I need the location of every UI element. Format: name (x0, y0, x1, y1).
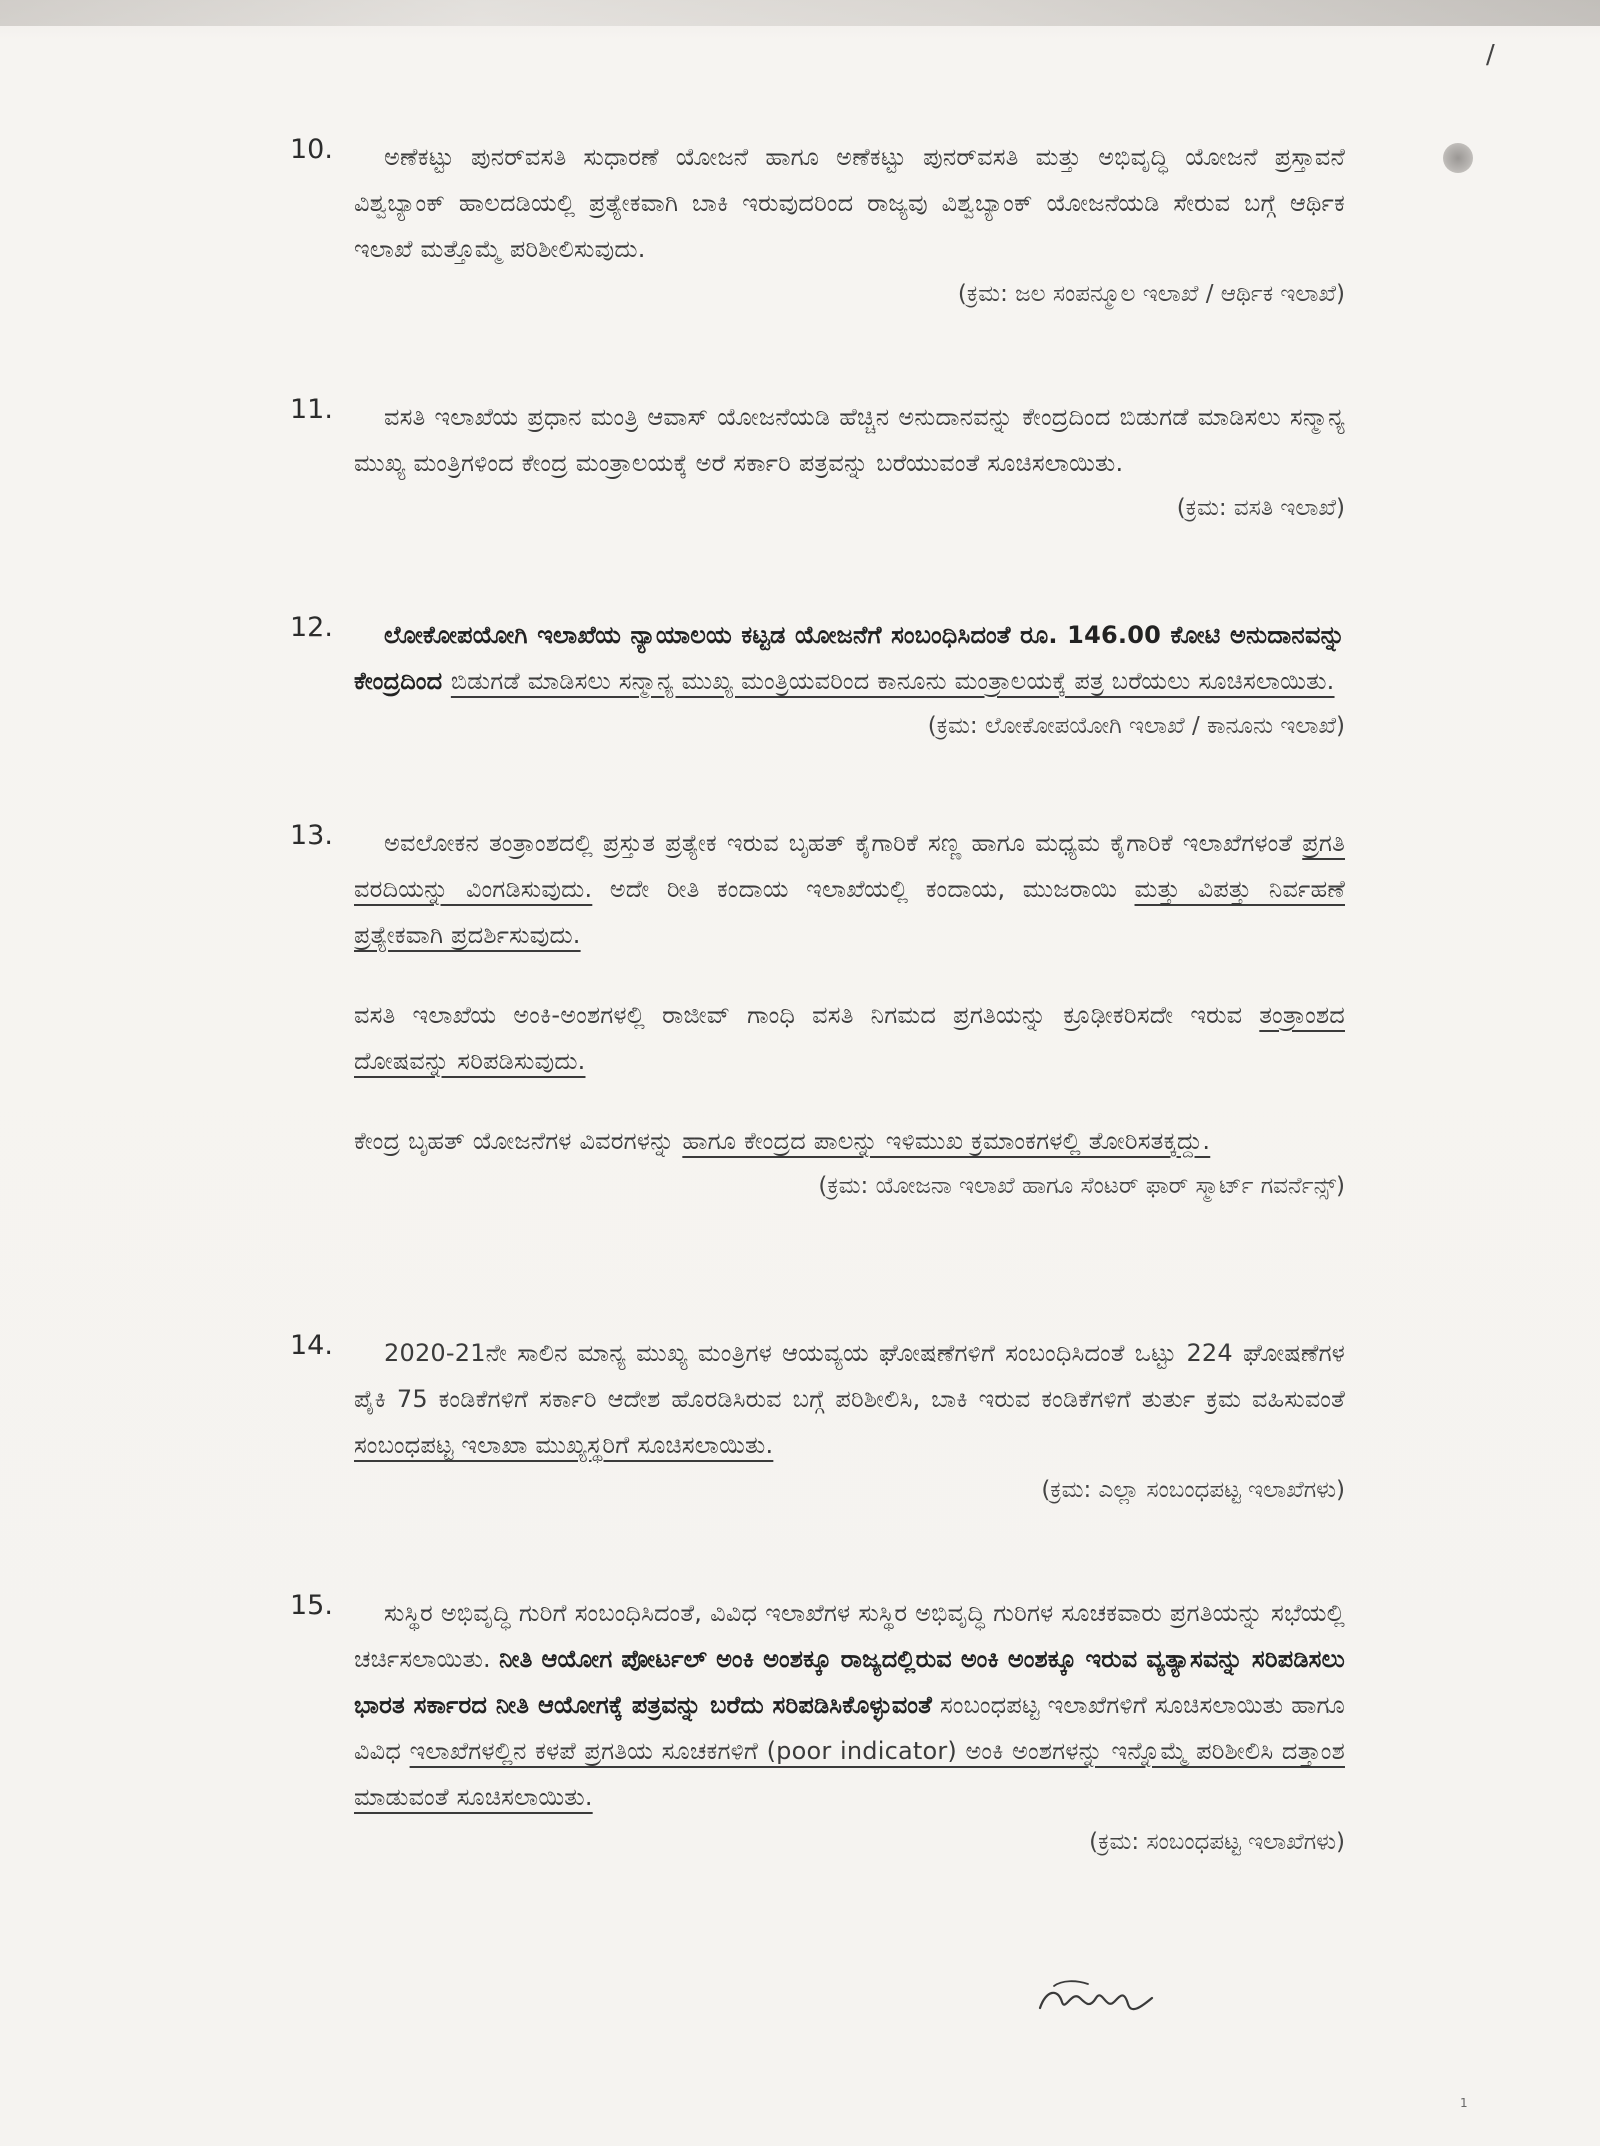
item-number: 12. (290, 612, 333, 643)
item-text-part: ವಸತಿ ಇಲಾಖೆಯ ಅಂಕಿ-ಅಂಶಗಳಲ್ಲಿ ರಾಜೀವ್ ಗಾಂಧಿ ವಸತಿ ನಿಗಮದ ಪ್ರಗತಿಯನ್ನು ಕ್ರೂಢೀಕರಿಸದೇ ಇರುವ (354, 1001, 1260, 1029)
scan-top-edge (0, 0, 1600, 26)
action-department: (ಕ್ರಮ: ಜಲ ಸಂಪನ್ಮೂಲ ಇಲಾಖೆ / ಆರ್ಥಿಕ ಇಲಾಖೆ) (957, 281, 1345, 307)
item-text-part: ಸಂಬಂಧಪಟ್ಟ ಇಲಾಖೆಗಳಿಗೆ ಸೂಚಿಸಲಾಯಿತು ಹಾಗೂ ವಿವಿಧ (354, 1691, 1345, 1765)
underlined-text: ತಂತ್ರಾಂಶದ ದೋಷವನ್ನು ಸರಿಪಡಿಸುವುದು. (354, 1001, 1345, 1075)
item-13 (290, 820, 1345, 1206)
underlined-text: ಸಂಬಂಧಪಟ್ಟ ಇಲಾಖಾ ಮುಖ್ಯಸ್ಥರಿಗೆ ಸೂಚಿಸಲಾಯಿತು. (354, 1431, 774, 1459)
page-number: 1 (1460, 2096, 1468, 2110)
item-text-part: ಅವಲೋಕನ ತಂತ್ರಾಂಶದಲ್ಲಿ ಪ್ರಸ್ತುತ ಪ್ರತ್ಯೇಕ ಇರುವ ಬೃಹತ್ ಕೈಗಾರಿಕೆ ಸಣ್ಣ ಹಾಗೂ ಮಧ್ಯಮ ಕೈಗಾರಿಕೆ ಇಲಾಖೆಗಳಂತೆ (384, 829, 1303, 857)
item-text: ವಸತಿ ಇಲಾಖೆಯ ಪ್ರಧಾನ ಮಂತ್ರಿ ಆವಾಸ್ ಯೋಜನೆಯಡಿ ಹೆಚ್ಚಿನ ಅನುದಾನವನ್ನು ಕೇಂದ್ರದಿಂದ ಬಿಡುಗಡೆ ಮಾಡಿಸಲು ಸನ್ಮಾನ್ಯ ಮುಖ್ಯ ಮಂತ್ರಿಗಳಿಂದ ಕೇಂದ್ರ ಮಂತ್ರಾಲಯಕ್ಕೆ ಅರೆ ಸರ್ಕಾರಿ ಪತ್ರವನ್ನು ಬರೆಯುವಂತೆ ಸೂಚಿಸಲಾಯಿತು. (354, 403, 1345, 477)
item-subparagraph (342, 1118, 1345, 1164)
underlined-text: ಪ್ರಗತಿ ವರದಿಯನ್ನು ವಿಂಗಡಿಸುವುದು. (354, 829, 1345, 903)
underlined-text: ಇಲಾಖೆಗಳಲ್ಲಿನ ಕಳಪೆ ಪ್ರಗತಿಯ ಸೂಚಕಗಳಿಗೆ (poor indicator) ಅಂಕಿ ಅಂಶಗಳನ್ನು ಇನ್ನೊಮ್ಮೆ ಪರಿಶೀಲಿಸಿ ದತ್ತಾಂಶ ಮಾಡುವಂತೆ ಸೂಚಿಸಲಾಯಿತು. (354, 1737, 1345, 1811)
item-text (342, 1590, 1345, 1820)
item-14 (290, 1330, 1345, 1510)
item-number: 13. (290, 820, 333, 851)
action-department: (ಕ್ರಮ: ಯೋಜನಾ ಇಲಾಖೆ ಹಾಗೂ ಸೆಂಟರ್ ಫಾರ್ ಸ್ಮಾರ್ಟ್ ಗವರ್ನೆನ್ಸ್) (818, 1173, 1345, 1199)
item-text (342, 612, 1345, 704)
item-text-part: ಲೋಕೋಪಯೋಗಿ ಇಲಾಖೆಯ ನ್ಯಾಯಾಲಯ ಕಟ್ಟಡ ಯೋಜನೆಗೆ ಸಂಬಂಧಿಸಿದಂತೆ ರೂ. 146.00 ಕೋಟಿ ಅನುದಾನವನ್ನು ಕೇಂದ್ರದಿಂದ (354, 621, 1345, 695)
action-department: (ಕ್ರಮ: ಸಂಬಂಧಪಟ್ಟ ಇಲಾಖೆಗಳು) (1089, 1829, 1345, 1855)
underlined-text: ಹಾಗೂ ಕೇಂದ್ರದ ಪಾಲನ್ನು ಇಳಿಮುಖ ಕ್ರಮಾಂಕಗಳಲ್ಲಿ ತೋರಿಸತಕ್ಕದ್ದು. (682, 1127, 1211, 1155)
corner-mark: / (1486, 40, 1495, 70)
item-subparagraph (342, 992, 1345, 1084)
action-department: (ಕ್ರಮ: ಲೋಕೋಪಯೋಗಿ ಇಲಾಖೆ / ಕಾನೂನು ಇಲಾಖೆ) (927, 713, 1345, 739)
underlined-text: ಮತ್ತು ವಿಪತ್ತು ನಿರ್ವಹಣೆ ಪ್ರತ್ಯೇಕವಾಗಿ ಪ್ರದರ್ಶಿಸುವುದು. (354, 875, 1345, 949)
item-number: 15. (290, 1590, 333, 1621)
item-text: ಅಣೆಕಟ್ಟು ಪುನರ್‌ವಸತಿ ಸುಧಾರಣೆ ಯೋಜನೆ ಹಾಗೂ ಅಣೆಕಟ್ಟು ಪುನರ್‌ವಸತಿ ಮತ್ತು ಅಭಿವೃದ್ಧಿ ಯೋಜನೆ ಪ್ರಸ್ತಾವನೆ ವಿಶ್ವಬ್ಯಾಂಕ್ ಹಾಲದಡಿಯಲ್ಲಿ ಪ್ರತ್ಯೇಕವಾಗಿ ಬಾಕಿ ಇರುವುದರಿಂದ ರಾಜ್ಯವು ವಿಶ್ವಬ್ಯಾಂಕ್ ಯೋಜನೆಯಡಿ ಸೇರುವ ಬಗ್ಗೆ ಆರ್ಥಿಕ ಇಲಾಖೆ ಮತ್ತೊಮ್ಮೆ ಪರಿಶೀಲಿಸುವುದು. (354, 143, 1345, 263)
item-text-part: ಕೇಂದ್ರ ಬೃಹತ್ ಯೋಜನೆಗಳ ವಿವರಗಳನ್ನು (354, 1127, 683, 1155)
item-text-part: 2020-21ನೇ ಸಾಲಿನ ಮಾನ್ಯ ಮುಖ್ಯ ಮಂತ್ರಿಗಳ ಆಯವ್ಯಯ ಘೋಷಣೆಗಳಿಗೆ ಸಂಬಂಧಿಸಿದಂತೆ ಒಟ್ಟು 224 ಘೋಷಣೆಗಳ ಪೈಕಿ 75 ಕಂಡಿಕೆಗಳಿಗೆ ಸರ್ಕಾರಿ ಆದೇಶ ಹೊರಡಿಸಿರುವ ಬಗ್ಗೆ ಪರಿಶೀಲಿಸಿ, ಬಾಕಿ ಇರುವ ಕಂಡಿಕೆಗಳಿಗೆ ತುರ್ತು ಕ್ರಮ ವಹಿಸುವಂತೆ (354, 1339, 1345, 1413)
item-12 (290, 612, 1345, 746)
item-number: 10. (290, 134, 333, 165)
underlined-text: ಬಿಡುಗಡೆ ಮಾಡಿಸಲು ಸನ್ಮಾನ್ಯ ಮುಖ್ಯ ಮಂತ್ರಿಯವರಿಂದ ಕಾನೂನು ಮಂತ್ರಾಲಯಕ್ಕೆ ಪತ್ರ ಬರೆಯಲು ಸೂಚಿಸಲಾಯಿತು. (450, 667, 1335, 695)
item-text-part: ನೀತಿ ಆಯೋಗ ಪೋರ್ಟಲ್ ಅಂಕಿ ಅಂಶಕ್ಕೂ ರಾಜ್ಯದಲ್ಲಿರುವ ಅಂಕಿ ಅಂಶಕ್ಕೂ ಇರುವ ವ್ಯತ್ಯಾಸವನ್ನು ಸರಿಪಡಿಸಲು ಭಾರತ ಸರ್ಕಾರದ ನೀತಿ ಆಯೋಗಕ್ಕೆ ಪತ್ರವನ್ನು ಬರೆದು ಸರಿಪಡಿಸಿಕೊಳ್ಳುವಂತೆ (354, 1645, 1345, 1719)
item-15 (290, 1590, 1345, 1862)
item-number: 14. (290, 1330, 333, 1361)
item-11 (290, 394, 1345, 528)
punch-hole-mark (1443, 143, 1473, 173)
item-text-part: ಅದೇ ರೀತಿ ಕಂದಾಯ ಇಲಾಖೆಯಲ್ಲಿ ಕಂದಾಯ, ಮುಜರಾಯಿ (592, 875, 1135, 903)
item-number: 11. (290, 394, 333, 425)
handwritten-signature (1032, 1968, 1162, 2028)
action-department: (ಕ್ರಮ: ವಸತಿ ಇಲಾಖೆ) (1176, 495, 1345, 521)
item-text (342, 820, 1345, 958)
item-10 (290, 134, 1345, 314)
item-text (342, 1330, 1345, 1468)
item-text-part: ಸುಸ್ಥಿರ ಅಭಿವೃದ್ಧಿ ಗುರಿಗೆ ಸಂಬಂಧಿಸಿದಂತೆ, ವಿವಿಧ ಇಲಾಖೆಗಳ ಸುಸ್ಥಿರ ಅಭಿವೃದ್ಧಿ ಗುರಿಗಳ ಸೂಚಕವಾರು ಪ್ರಗತಿಯನ್ನು ಸಭೆಯಲ್ಲಿ ಚರ್ಚಿಸಲಾಯಿತು. (354, 1599, 1345, 1673)
action-department: (ಕ್ರಮ: ಎಲ್ಲಾ ಸಂಬಂಧಪಟ್ಟ ಇಲಾಖೆಗಳು) (1041, 1477, 1345, 1503)
